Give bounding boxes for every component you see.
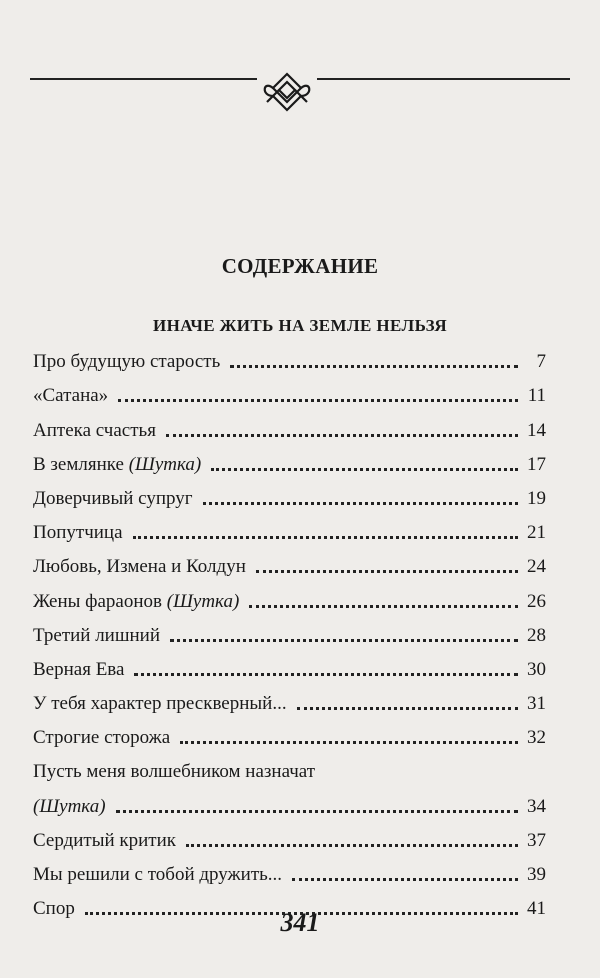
toc-entry-title-text: Третий лишний [33,624,160,646]
toc-entry-note: (Шутка) [166,590,240,612]
toc-entry-page: 21 [527,522,546,544]
toc-entry-title-text: Аптека счастья [33,419,156,441]
toc-entry-title [33,624,160,648]
toc-entry[interactable] [33,648,546,682]
toc-entry-title [33,384,108,408]
dot-leader [186,844,518,847]
toc-entry-title-text: Верная Ева [33,658,125,680]
toc-entry[interactable] [33,374,546,408]
knot-ornament-icon [257,70,317,116]
toc-entry-title [33,863,282,887]
toc-entry-page: 17 [527,453,546,475]
toc-entry-title-text: В землянке [33,453,129,475]
toc-entry-title-text: Сердитый критик [33,829,177,851]
dot-leader [211,468,518,471]
toc-entry-title-text: Про будущую старость [33,351,221,373]
dot-leader [230,365,518,368]
toc-entry[interactable] [33,340,546,374]
toc-entry-title-text: Спор [33,898,75,920]
toc-entry-title [33,760,315,784]
toc-entry-note: (Шутка) [33,795,106,817]
dot-leader [166,434,518,437]
toc-entry-page: 11 [527,385,546,407]
table-of-contents [33,340,546,921]
dot-leader [133,536,518,539]
toc-entry-title [33,726,170,750]
toc-entry-page: 39 [527,864,546,885]
toc-entry-title-text: Попутчица [33,522,123,544]
dot-leader [292,878,518,881]
contents-heading: СОДЕРЖАНИЕ [221,254,379,278]
toc-entry-title [33,658,124,682]
toc-entry-page: 14 [527,419,546,441]
section-title: ИНАЧЕ ЖИТЬ НА ЗЕМЛЕ НЕЛЬЗЯ [152,316,448,335]
toc-entry-page: 7 [536,351,546,373]
toc-entry[interactable] [33,408,546,442]
toc-entry[interactable] [33,716,546,750]
toc-entry-title [33,829,176,853]
toc-entry-title [33,350,220,374]
toc-entry-page: 26 [527,590,546,612]
dot-leader [249,605,518,608]
toc-entry-page: 30 [527,658,546,680]
toc-entry-page: 32 [527,727,546,749]
toc-entry-title-text: Любовь, Измена и Колдун [33,556,246,578]
toc-entry-title-text: У тебя характер прескверный... [33,693,287,715]
toc-entry[interactable] [33,819,546,853]
toc-entry-title-text: «Сатана» [33,385,109,407]
toc-entry[interactable] [33,511,546,545]
dot-leader [203,502,518,505]
toc-entry-title [33,419,156,443]
toc-entry-title [33,590,239,614]
toc-entry-page: 31 [527,693,546,715]
toc-entry-page: 19 [527,487,546,509]
toc-entry[interactable] [33,477,546,511]
toc-entry[interactable] [33,614,546,648]
toc-entry[interactable] [33,853,546,887]
toc-entry-title [33,521,123,545]
toc-entry[interactable] [33,750,546,784]
dot-leader [170,639,518,642]
toc-entry-title-text: Пусть меня волшебником назначат [33,761,316,783]
dot-leader [256,570,518,573]
dot-leader [116,810,518,813]
toc-entry-title [33,487,193,511]
toc-entry[interactable] [33,784,546,818]
toc-entry-page: 28 [527,624,546,646]
toc-entry[interactable] [33,682,546,716]
dot-leader [118,399,518,402]
toc-entry[interactable] [33,443,546,477]
toc-entry-title-text: Мы решили с тобой дружить... [33,864,283,885]
page-number: 341 [280,908,320,937]
dot-leader [134,673,518,676]
toc-entry-page: 41 [527,898,546,920]
toc-entry-title [33,555,246,579]
toc-entry-page: 34 [527,795,546,817]
dot-leader [180,741,518,744]
toc-entry[interactable] [33,545,546,579]
toc-entry[interactable] [33,579,546,613]
toc-entry-page: 24 [527,556,546,578]
dot-leader [297,707,518,710]
toc-entry-title [33,453,201,477]
toc-entry-page: 37 [527,829,546,851]
toc-entry-note: (Шутка) [128,453,202,475]
toc-entry-title-text: Доверчивый супруг [33,487,193,509]
toc-entry-title [33,795,106,819]
toc-entry-title-text: Жены фараонов [33,590,167,612]
toc-entry-title [33,692,287,716]
toc-entry-title-text: Строгие сторожа [33,727,171,749]
